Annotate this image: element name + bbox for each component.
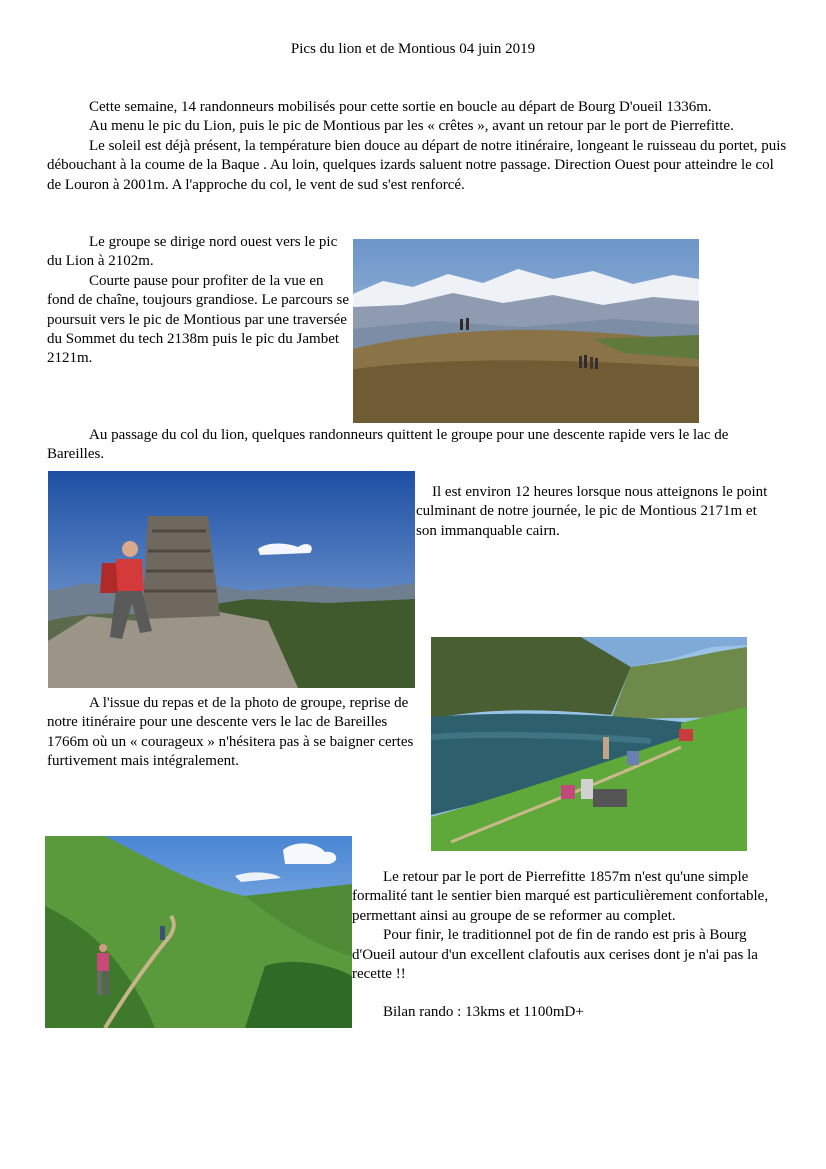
summit-section [416, 483, 776, 541]
intro-paragraph-2: Au menu le pic du Lion, puis le pic de Montious par les « crêtes », avant un retour par le port de Pierrefitte. [89, 118, 734, 135]
intro-section [47, 98, 787, 195]
page-title: Pics du lion et de Montious 04 juin 2019 [290, 41, 536, 57]
intro-paragraph-3: Le soleil est déjà présent, la température bien douce au départ de notre itinéraire, longeant le ruisseau du portet, puis débouchant à la coume de la Baque . Au loin, quelques izards saluent notre passage. Direction Ouest pour atteindre le col de Louron à 2001m. A l'approche du col, le vent de sud s'est renforcé. [47, 137, 787, 193]
lunch-section [47, 694, 427, 772]
col-paragraph-1: Au passage du col du lion, quelques randonneurs quittent le groupe pour une descente rapide vers le lac de Bareilles. [47, 427, 729, 463]
summary-line: Bilan rando : 13kms et 1100mD+ [383, 1004, 584, 1021]
trail-hikers-photo [45, 836, 352, 1028]
lion-section [47, 233, 353, 369]
intro-paragraph-1: Cette semaine, 14 randonneurs mobilisés pour cette sortie en boucle au départ de Bourg D'oueil 1336m. [89, 99, 712, 115]
return-section [352, 868, 788, 1023]
cairn-summit-photo [48, 471, 415, 688]
ridge-panorama-photo [353, 239, 699, 423]
lunch-paragraph-1: A l'issue du repas et de la photo de groupe, reprise de notre itinéraire pour une descente vers le lac de Bareilles 1766m où un « courageux » n'hésitera pas à se baigner certes furtivement mais intégralement. [47, 695, 414, 770]
lion-paragraph-1: Le groupe se dirige nord ouest vers le pic du Lion à 2102m. [47, 234, 338, 270]
return-paragraph-2: Pour finir, le traditionnel pot de fin de rando est pris à Bourg d'Oueil autour d'un excellent clafoutis aux cerises dont je n'ai pas la recette !! [352, 927, 758, 983]
lion-paragraph-2: Courte pause pour profiter de la vue en fond de chaîne, toujours grandiose. Le parcours se poursuit vers le pic de Montious par une traversée du Sommet du tech 2138m puis le pic du Jambet 2121m. [47, 272, 349, 367]
col-section [47, 426, 787, 465]
return-paragraph-1: Le retour par le port de Pierrefitte 1857m n'est qu'une simple formalité tant le sentier bien marqué est particulièrement confortable, permettant ainsi au groupe de se reformer au complet. [352, 869, 769, 924]
lake-bareilles-photo [431, 637, 747, 851]
summit-paragraph-1: Il est environ 12 heures lorsque nous atteignons le point culminant de notre journée, le pic de Montious 2171m et son immanquable cairn. [416, 484, 768, 539]
